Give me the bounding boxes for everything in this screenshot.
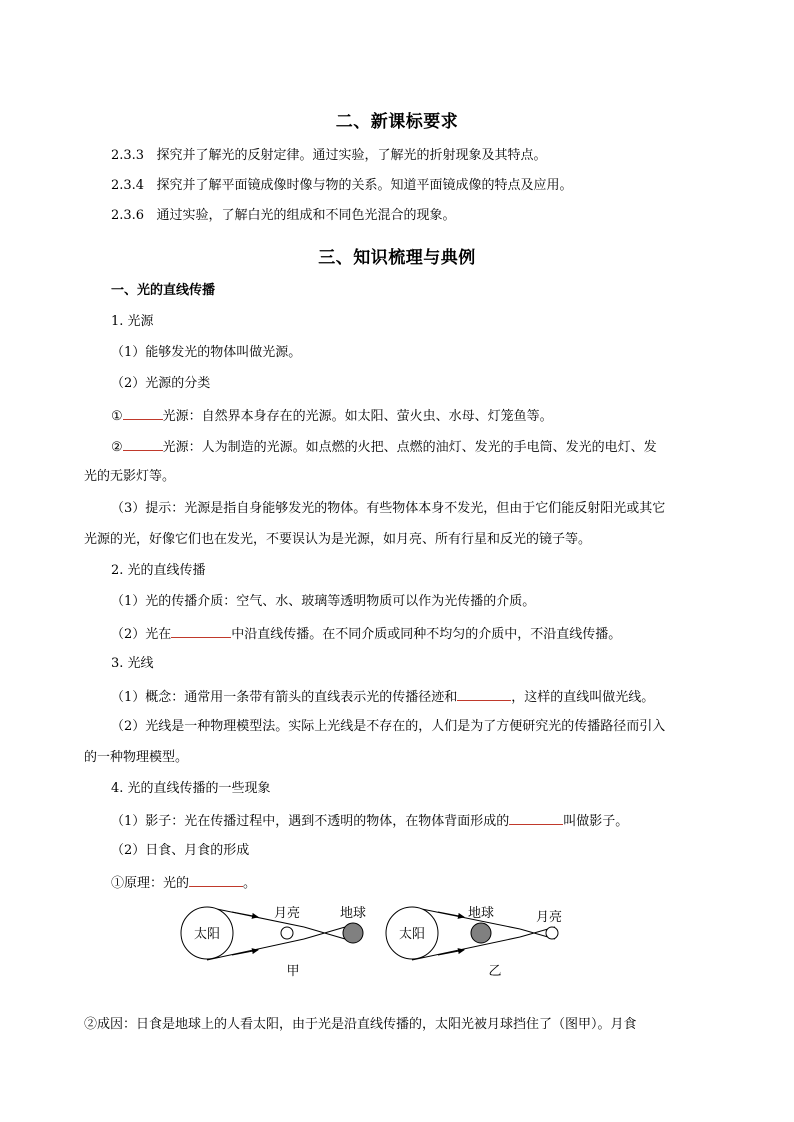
earth-circle: [343, 923, 363, 943]
para-text: [111, 874, 256, 892]
solar-eclipse-figure: [181, 905, 366, 979]
standard-item-1: [111, 148, 547, 164]
standard-text: 通过实验，了解白光的组成和不同色光混合的现象。: [156, 208, 456, 223]
fill-blank[interactable]: [509, 812, 563, 825]
fill-blank[interactable]: [189, 874, 243, 887]
lunar-eclipse-figure: [386, 905, 562, 979]
para-text: [111, 688, 654, 706]
para-text-head: （2）光在: [111, 627, 172, 642]
circled-num: ①: [111, 409, 123, 424]
fill-blank[interactable]: [123, 438, 163, 451]
para-text: （1）能够发光的物体叫做光源。: [111, 345, 302, 360]
moon-circle: [546, 927, 558, 939]
fill-blank[interactable]: [171, 625, 231, 638]
arrow-icon: [438, 950, 464, 955]
sun-label: 太阳: [398, 927, 426, 942]
para-text-head: ①原理：光的: [111, 876, 190, 891]
arrow-icon: [232, 912, 258, 917]
standard-num: 2.3.3: [111, 148, 145, 163]
para-text-tail: 叫做影子。: [563, 814, 629, 829]
figure-caption: 乙: [488, 964, 502, 979]
arrow-icon: [232, 950, 258, 955]
para-heading: 2. 光的直线传播: [111, 563, 206, 578]
para-text: （2）光源的分类: [111, 376, 211, 391]
arrow-icon: [438, 912, 464, 917]
moon-label: 月亮: [535, 910, 563, 925]
fill-blank[interactable]: [123, 407, 163, 420]
earth-label: 地球: [339, 906, 367, 921]
subsection-title: 一、光的直线传播: [111, 283, 216, 298]
para-text: [111, 625, 621, 643]
eclipse-diagram: [170, 895, 570, 985]
para-text-tail: 。: [243, 876, 257, 891]
moon-circle: [281, 927, 293, 939]
para-text-head: （1）影子：光在传播过程中，遇到不透明的物体，在物体背面形成的: [111, 814, 510, 829]
para-text-head: （1）概念：通常用一条带有箭头的直线表示光的传播径迹和: [111, 690, 458, 705]
standard-text: 探究并了解光的反射定律。通过实验，了解光的折射现象及其特点。: [156, 148, 547, 163]
standard-num: 2.3.6: [111, 208, 145, 223]
para-text-tail: ，这样的直线叫做光线。: [511, 690, 655, 705]
circled-num: ②: [111, 440, 123, 455]
standard-item-2: [111, 178, 573, 194]
para-text: （1）光的传播介质：空气、水、玻璃等透明物质可以作为光传播的介质。: [111, 594, 536, 609]
para-heading: 4. 光的直线传播的一些现象: [111, 781, 271, 796]
para-heading: 3. 光线: [111, 656, 154, 671]
standard-item-3: [111, 208, 456, 224]
para-text-tail: 中沿直线传播。在不同介质或同种不均匀的介质中，不沿直线传播。: [231, 627, 622, 642]
para-text-cont: 光的无影灯等。: [84, 469, 176, 484]
fill-blank[interactable]: [457, 688, 511, 701]
moon-label: 月亮: [273, 906, 301, 921]
para-text: ②成因：日食是地球上的人看太阳，由于光是沿直线传播的，太阳光被月球挡住了（图甲）。月食: [84, 1017, 637, 1032]
para-text-tail: 光源：自然界本身存在的光源。如太阳、萤火虫、水母、灯笼鱼等。: [162, 409, 553, 424]
para-text-tail: 光源：人为制造的光源。如点燃的火把、点燃的油灯、发光的手电筒、发光的电灯、发: [162, 440, 657, 455]
para-text: [111, 438, 657, 456]
figure-caption: 甲: [286, 964, 300, 979]
section-2-title: 二、新课标要求: [335, 112, 459, 132]
para-text: [111, 407, 553, 425]
section-3-title: 三、知识梳理与典例: [318, 248, 476, 268]
para-text: （3）提示：光源是指自身能够发光的物体。有些物体本身不发光，但由于它们能反射阳光或其它: [111, 501, 666, 516]
standard-num: 2.3.4: [111, 178, 145, 193]
standard-text: 探究并了解平面镜成像时像与物的关系。知道平面镜成像的特点及应用。: [156, 178, 573, 193]
para-text: （2）日食、月食的形成: [111, 843, 250, 858]
para-text-cont: 的一种物理模型。: [84, 750, 189, 765]
earth-circle: [471, 923, 491, 943]
para-heading: 1. 光源: [111, 314, 154, 329]
sun-label: 太阳: [193, 927, 221, 942]
para-text-cont: 光源的光，好像它们也在发光，不要误认为是光源，如月亮、所有行星和反光的镜子等。: [84, 532, 592, 547]
earth-label: 地球: [467, 906, 495, 921]
para-text: （2）光线是一种物理模型法。实际上光线是不存在的，人们是为了方便研究光的传播路径而引入: [111, 719, 666, 734]
para-text: [111, 812, 628, 830]
